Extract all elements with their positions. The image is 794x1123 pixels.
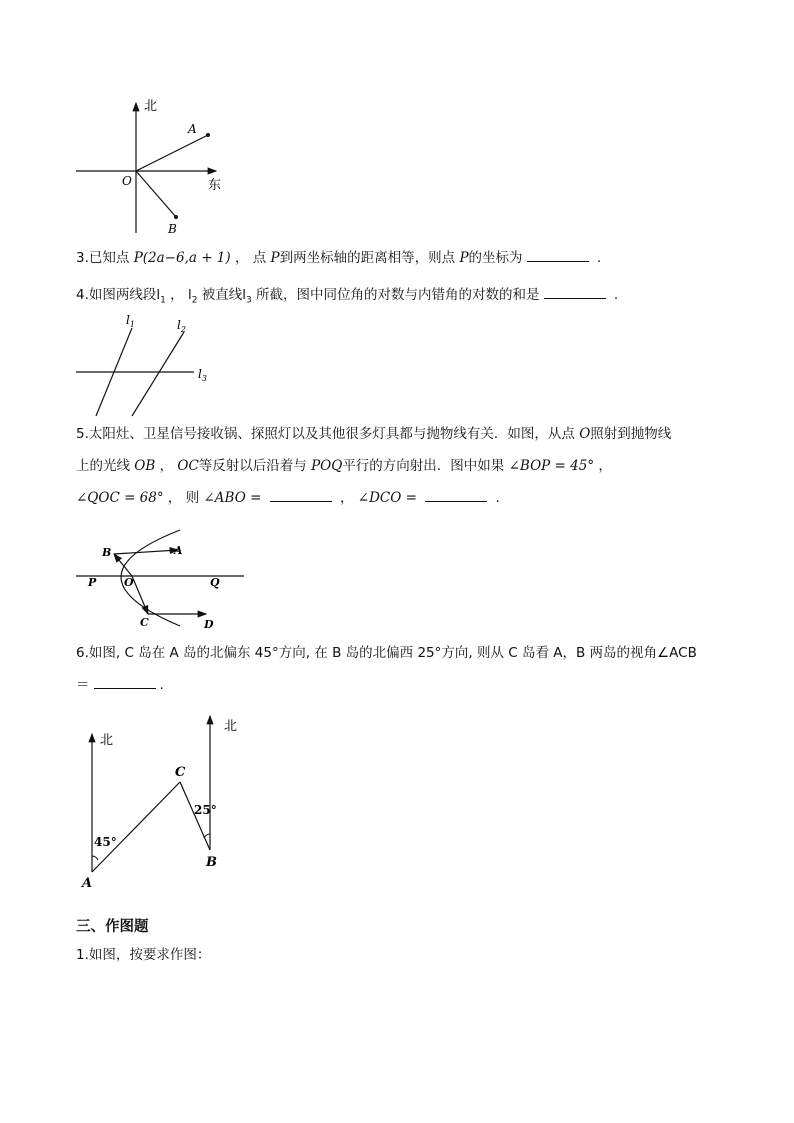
question-5-line-1: 5.太阳灶、卫星信号接收锅、探照灯以及其他很多灯具都与抛物线有关．如图，从点 O照射到抛物线: [76, 426, 672, 442]
islands-figure: [74, 710, 254, 892]
islands-angle-b-label: 25°: [194, 803, 217, 817]
compass-origin-label: O: [122, 174, 132, 188]
islands-angle-a-label: 45°: [94, 835, 117, 849]
compass-north-label: 北: [144, 99, 158, 114]
compass-point-a-label: A: [188, 122, 197, 136]
line-l2-label: $l_2$: [177, 318, 186, 334]
question-7: 1.如图，按要求作图：: [76, 947, 211, 963]
parabola-o-label: O: [124, 576, 134, 589]
lines-figure: [70, 308, 220, 423]
parabola-c-label: C: [140, 616, 149, 629]
compass-east-label: 东: [208, 178, 222, 193]
islands-b-label: B: [206, 855, 217, 870]
parabola-q-label: Q: [210, 576, 220, 589]
parabola-d-label: D: [204, 618, 214, 631]
question-6-line-2: ＝ .: [76, 677, 164, 693]
islands-north-left-label: 北: [100, 733, 114, 748]
question-3: 3.已知点 P(2a−6,a + 1) ， 点 P到两坐标轴的距离相等，则点 P的坐标为 .: [76, 250, 602, 266]
parabola-figure: [72, 520, 252, 632]
answer-blank-abo[interactable]: [270, 488, 332, 502]
question-4: 4.如图两线段$l_1$ ， $l_2$ 被直线$l_3$ 所截，图中同位角的对数与内错角的对数的和是 .: [76, 287, 619, 306]
question-5-line-2: 上的光线 OB ， OC等反射以后沿着与 POQ平行的方向射出．图中如果 ∠BOP = 45° ，: [76, 458, 612, 474]
line-l3-label: $l_3$: [198, 367, 207, 383]
question-6-line-1: 6.如图, C 岛在 A 岛的北偏东 45°方向, 在 B 岛的北偏西 25°方向, 则从 C 岛看 A，B 两岛的视角∠ACB: [76, 645, 697, 661]
answer-blank[interactable]: [527, 248, 589, 262]
answer-blank-acb[interactable]: [94, 675, 156, 689]
islands-a-label: A: [82, 876, 93, 891]
answer-blank[interactable]: [544, 285, 606, 299]
compass-figure: [70, 95, 230, 240]
answer-blank-dco[interactable]: [425, 488, 487, 502]
parabola-b-label: B: [102, 546, 112, 559]
islands-c-label: C: [175, 765, 186, 780]
parabola-p-label: P: [88, 576, 97, 589]
question-5-line-3: ∠QOC = 68° ， 则 ∠ABO = ， ∠DCO = .: [76, 490, 500, 506]
islands-north-right-label: 北: [224, 719, 238, 734]
line-l1-label: $l_1$: [126, 313, 135, 329]
section-title: 三、作图题: [76, 919, 149, 935]
compass-point-b-label: B: [168, 222, 177, 236]
parabola-a-label: A: [174, 544, 183, 557]
point-expression: P(2a−6,a + 1): [133, 250, 231, 266]
